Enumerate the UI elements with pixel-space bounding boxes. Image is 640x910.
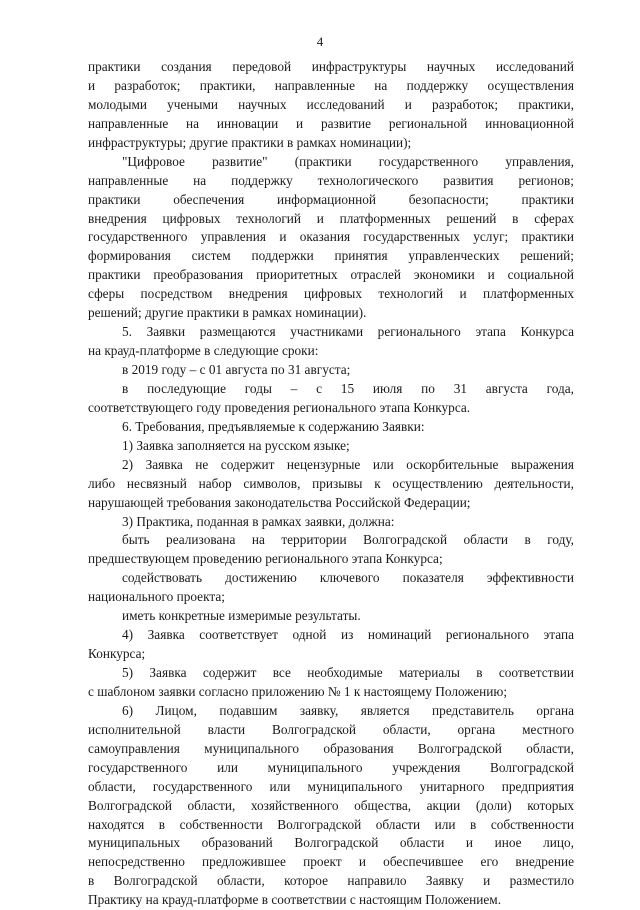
text-line: молодыми учеными научных исследований и разработок; практики, <box>88 96 574 112</box>
text-line: и разработок; практики, направленные на поддержку осуществления <box>88 77 574 93</box>
text-line: 5. Заявки размещаются участниками регионального этапа Конкурса <box>122 324 574 340</box>
text-line: находятся в собственности Волгоградской области или в собственности <box>88 816 574 832</box>
text-line: практики обеспечения информационной безопасности; практики <box>88 191 574 207</box>
text-line: 5) Заявка содержит все необходимые материалы в соответствии <box>122 665 574 680</box>
text-line: иметь конкретные измеримые результаты. <box>122 608 361 624</box>
text-line: Волгоградской области, хозяйственного общества, акции (доли) которых <box>88 797 574 813</box>
text-line: в последующие годы – с 15 июля по 31 августа года, <box>122 380 574 396</box>
text-line: направленные на поддержку технологического развития регионов; <box>88 172 574 188</box>
text-line: формирования систем поддержки принятия управленческих решений; <box>88 248 574 264</box>
text-line: содействовать достижению ключевого показателя эффективности <box>122 570 574 586</box>
text-line: предшествующем проведению регионального этапа Конкурса; <box>88 551 443 567</box>
text-line: 1) Заявка заполняется на русском языке; <box>122 437 350 453</box>
text-line: с шаблоном заявки согласно приложению № 1 к настоящему Положению; <box>88 683 508 699</box>
text-line: самоуправления муниципального образования Волгоградской области, <box>88 740 574 756</box>
text-line: нарушающей требования законодательства Российской Федерации; <box>88 494 471 510</box>
text-line: направленные на инновации и развитие региональной инновационной <box>88 115 574 131</box>
text-line: быть реализована на территории Волгоградской области в году, <box>122 532 574 548</box>
text-line: исполнительной власти Волгоградской области, органа местного <box>88 721 574 737</box>
text-line: либо несвязный набор символов, призывы к осуществлению деятельности, <box>88 475 574 491</box>
text-line: 3) Практика, поданная в рамках заявки, должна: <box>122 513 395 529</box>
text-line: национального проекта; <box>88 589 225 605</box>
text-line: непосредственно предложившее проект и обеспечившее его внедрение <box>88 854 574 870</box>
text-line: инфраструктуры; другие практики в рамках номинации); <box>88 134 412 150</box>
text-line: 6. Требования, предъявляемые к содержанию Заявки: <box>122 418 425 434</box>
text-line: 2) Заявка не содержит нецензурные или оскорбительные выражения <box>122 456 574 472</box>
text-line: области, государственного или муниципального унитарного предприятия <box>88 778 574 794</box>
text-line: государственного управления и оказания государственных услуг; практики <box>88 229 574 245</box>
text-line: муниципальных образований Волгоградской области и иное лицо, <box>88 835 574 851</box>
text-line: Конкурса; <box>88 646 146 662</box>
text-line: практики создания передовой инфраструктуры научных исследований <box>88 59 574 74</box>
text-line: решений; другие практики в рамках номинации). <box>88 305 367 321</box>
text-line: в Волгоградской области, которое направило Заявку и разместило <box>88 873 574 889</box>
text-line: внедрения цифровых технологий и платформенных решений в сферах <box>88 210 574 226</box>
text-line: соответствующего году проведения регионального этапа Конкурса. <box>88 399 471 415</box>
text-line: "Цифровое развитие" (практики государственного управления, <box>122 153 574 169</box>
text-line: на крауд-платформе в следующие сроки: <box>88 343 319 359</box>
text-line: 6) Лицом, подавшим заявку, является представитель органа <box>122 702 574 718</box>
text-line: Практику на крауд-платформе в соответствии с настоящим Положением. <box>88 892 502 908</box>
document-body <box>88 58 574 910</box>
text-line: 4) Заявка соответствует одной из номинаций регионального этапа <box>122 627 574 643</box>
text-line: в 2019 году – с 01 августа по 31 августа; <box>122 362 351 377</box>
text-line: сферы посредством внедрения цифровых технологий и платформенных <box>88 286 574 302</box>
text-line: практики преобразования приоритетных отраслей экономики и социальной <box>88 267 574 283</box>
page-number: 4 <box>316 34 324 49</box>
text-line: государственного или муниципального учреждения Волгоградской <box>88 759 574 775</box>
